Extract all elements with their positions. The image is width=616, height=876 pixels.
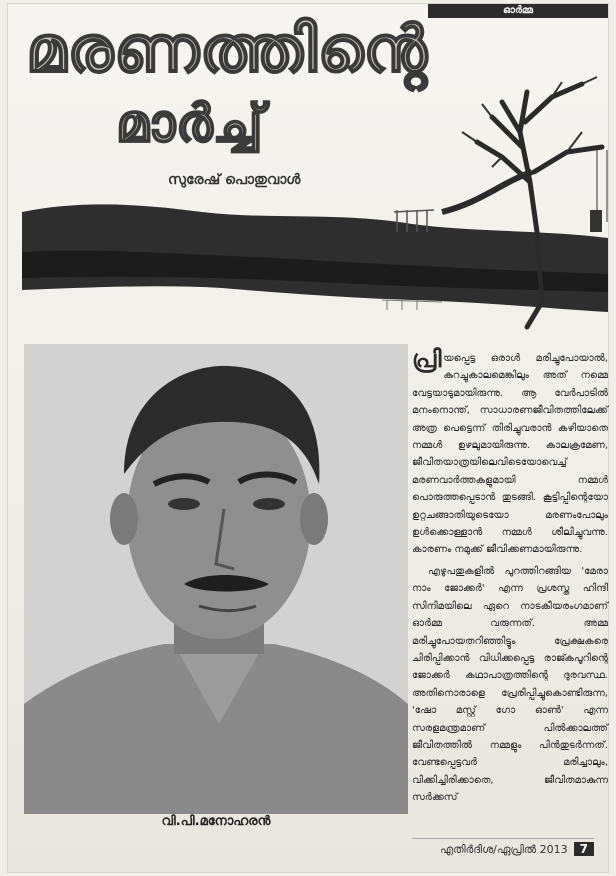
title-line-2: മാർച്ച് xyxy=(116,94,264,154)
photo-caption: വി.പി.മനോഹരൻ xyxy=(161,814,271,829)
paragraph-1-text: യപ്പെട്ട ഒരാൾ മരിച്ചുപോയാൽ, കുറച്ചുകാലമെങ്കിലും അത് നമ്മെ വേട്ടയാടുമായിരുന്നു. ആ വേർപാടിൽ മനംനൊന്ത്, സാധാരണജീവിതത്തിലേക്ക് അത്ര പെട്ടെന്ന് തിരിച്ചുവരാൻ കഴിയാതെ നമ്മൾ ഉഴലുമായിരുന്നു. കാലക്രമേണ, ജീവിതയാത്രയിലെവിടെയോവെച്ച് മരണവാർത്തകളുമായി നമ്മൾ പൊരുത്തപ്പെടാൻ തുടങ്ങി. കൂട്ടിപ്പിന്റെയോ ഉറ്റചങ്ങാതിയുടെയോ മരണംപോലും ഉൾക്കൊള്ളാൻ നമ്മൾ ശീലിച്ചുവന്നു. കാരണം നമുക്ക് ജീവിക്കണമായിരുന്നു. xyxy=(412,353,608,556)
portrait-photo xyxy=(24,344,408,814)
portrait-drawing xyxy=(24,344,408,814)
page-footer xyxy=(440,842,594,857)
paragraph-2: എഴുപതുകളിൽ പുറത്തിറങ്ങിയ 'മേരാ നാം ജോക്കർ' എന്ന പ്രശസ്ത ഹിന്ദി സിനിമയിലെ ഏറെ നാടകീയരംഗമാണ് ഓർമ്മ വരുന്നത്. അമ്മ മരിച്ചുപോയതറിഞ്ഞിട്ടും പ്രേക്ഷകരെ ചിരിപ്പിക്കാൻ വിധിക്കപ്പെട്ട രാജ്കപൂറിന്റെ ജോക്കർ കഥാപാത്രത്തിന്റെ ദുരവസ്ഥ. അതിനൊരാളെ പ്രേരിപ്പിച്ചുകൊണ്ടിരുന്ന, 'ഷോ മസ്റ്റ് ഗോ ഓൺ' എന്ന സരളമന്ത്രമാണ് പിൽക്കാലത്ത് ജീവിതത്തിൽ നമ്മളും പിൻതുടർന്നത്. വേണ്ടപ്പെട്ടവർ മരിച്ചാലും, വിക്കിച്ചിരിക്കാതെ, ജീവിതമാകുന്ന സർക്കസ് xyxy=(412,565,608,804)
section-tab: ഓർമ്മ xyxy=(428,4,608,18)
footer-rule xyxy=(412,838,594,839)
page-number: 7 xyxy=(574,842,594,856)
article-title xyxy=(26,10,446,158)
paragraph-1 xyxy=(412,345,608,559)
magazine-page xyxy=(8,4,608,872)
article-body xyxy=(412,345,608,811)
drop-cap: പ്രി xyxy=(412,345,442,373)
author-byline: സുരേഷ് പൊതുവാൾ xyxy=(168,172,301,188)
publication-name: എതിർദിശ/ഏപ്രിൽ 2013 xyxy=(439,843,568,856)
title-line-1: മരണത്തിന്റെ xyxy=(26,13,428,87)
